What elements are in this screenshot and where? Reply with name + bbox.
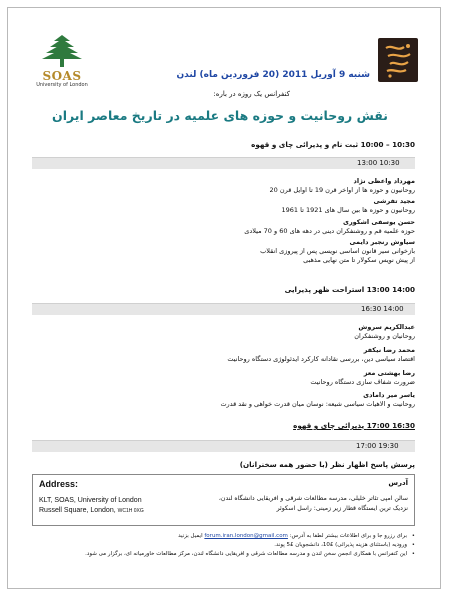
note-organizer-text: این کنفرانس با همکاری انجمن سخن لندن و مدرسه مطالعات شرقی و افریقایی دانشگاه لندن، مرکز مطالعات خاورمیانه ای، برگزار می شود. [85,551,407,557]
note-email [178,533,415,539]
note-fee [274,542,415,548]
address-postcode: WC1H 0XG [117,508,144,514]
speaker-name: عبدالکریم سروش [358,323,415,331]
session2-time: 16:30 14:00 [361,305,404,313]
bullet-icon: • [411,551,415,557]
talk-title: ضرورت شفاف سازی دستگاه روحانیت [310,378,415,386]
email-link[interactable]: forum.iran.london@gmail.com [204,533,288,539]
speaker-name: محمد رضا نیکفر [363,346,415,354]
bullet-icon: • [411,533,415,539]
calligraphy-logo-icon [378,38,418,82]
session1-time: 13:00 10:30 [357,159,400,167]
break-line: 16:30 17:00 پذیرائی چای و قهوه [293,421,415,430]
note-email-prefix: برای رزرو جا و برای اطلاعات بیشتر لطفا به آدرس: [289,533,407,539]
address-line-fa-2: نزدیک ترین ایستگاه قطار زیر زمینی: راسل اسکوئر [276,505,408,512]
qa-line: پرسش پاسخ اظهار نظر (با حضور همه سخنرانان) [239,460,415,469]
date-line: شنبه 9 آوریل 2011 (20 فروردین ماه) لندن [176,70,370,80]
page-title: نقش روحانیت و حوزه های علمیه در تاریخ معاصر ایران [52,108,388,123]
address-line-en-1: KLT, SOAS, University of London [39,497,142,504]
note-fee-text: ورودیه (باستثنای هزینه پذیرائی) £10، دانشجویان £5 پوند. [274,542,407,548]
cedar-tree-icon [40,34,84,68]
conference-line: کنفرانس یک روزه در باره: [213,90,290,98]
soas-logo [34,34,90,88]
logo-subtext: University of London [36,82,88,88]
talk-title: روحانیون و حوزه ها از اواخر قرن 19 تا اوایل قرن 20 [269,186,415,194]
session2-bar [32,303,415,315]
logo-text: SOAS [42,69,82,83]
speaker-name: حسن یوسفی اشکوری [342,218,415,226]
session3-time: 17:00 19:30 [356,442,399,450]
address-box [32,474,415,526]
address-line-fa-1: سالن امپی تئاتر خلیلی، مدرسه مطالعات شرقی و افریقایی دانشگاه لندن، [218,495,408,502]
bullet-icon: • [411,542,415,548]
speaker-name: یاسر میر دامادی [363,391,415,399]
speaker-name: مهرداد واعظی نژاد [353,177,415,185]
address-line-en-2 [39,507,144,514]
note-email-suffix: ایمیل بزنید [178,533,203,539]
talk-title: روحانیون و حوزه ها بین سال های 1921 تا 1961 [281,206,415,214]
address-street: Russell Square, London, [39,507,116,514]
lunch-line: 14:00 13:00 استراحت ظهر پذیرایی [284,285,415,294]
address-heading-fa: آدرس [388,479,408,487]
talk-title: حوزه علمیه قم و روشنفکران دینی در دهه های 60 و 70 میلادی [244,227,415,235]
talk-title: روحانیان و روشنفکران [354,332,415,340]
speaker-name: رضا بهشتی معز [363,369,415,377]
address-heading-en: Address: [39,479,79,489]
anjoman-logo [378,38,418,82]
talk-title: بازخوانی سیر قانون اساسی نویسی پس از پیروزی انقلاب [260,247,415,255]
note-organizer [85,551,415,557]
registration-line: 10:30 – 10:00 ثبت نام و پذیرائی چای و قهوه [251,140,415,149]
speaker-name: مجید تفرشی [373,197,415,205]
talk-title: اقتصاد سیاسی دین، بررسی نقادانه کارکرد ایدئولوژی دستگاه روحانیت [227,355,415,363]
talk-title-continued: از پیش نویس سکولار تا متن نهایی مذهبی [303,256,415,264]
talk-title: روحانیت و الاهیات سیاسی شیعه: نوسان میان قدرت خواهی و نقد قدرت [220,400,415,408]
speaker-name: سیاوش رنجبر دایمی [349,238,415,246]
